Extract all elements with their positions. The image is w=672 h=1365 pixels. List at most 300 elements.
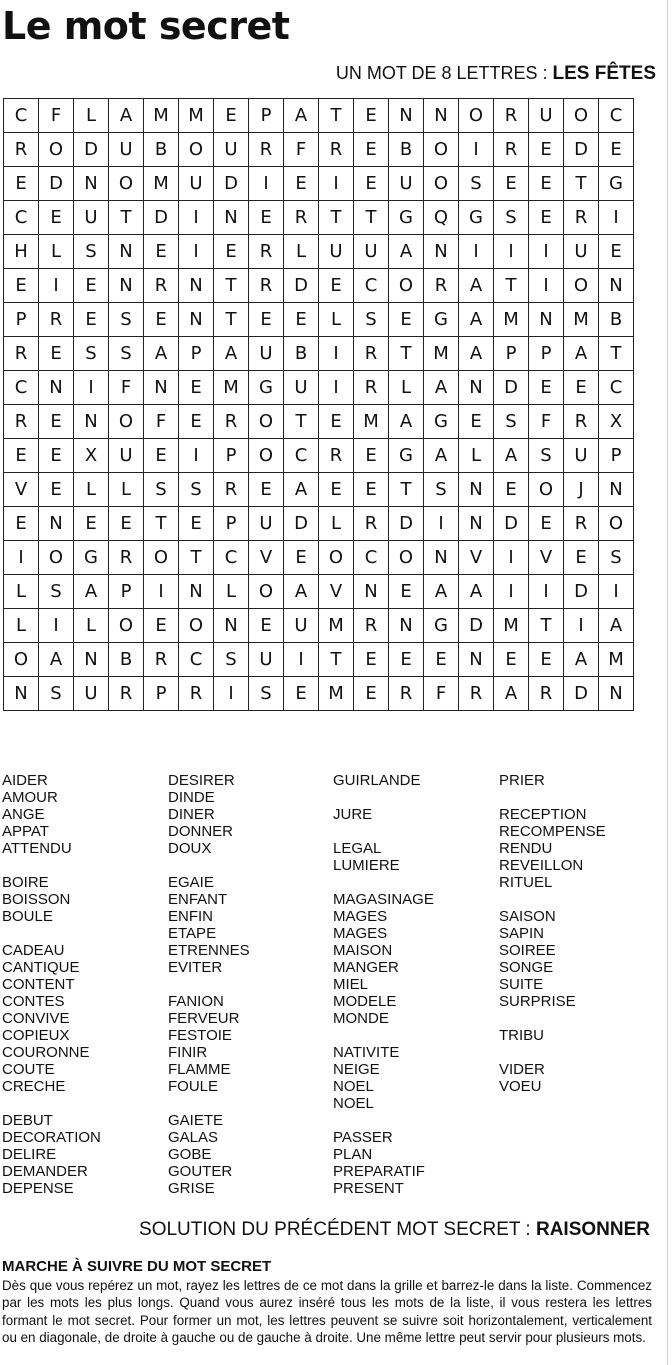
- grid-cell[interactable]: V: [529, 541, 564, 575]
- grid-cell[interactable]: O: [459, 99, 494, 133]
- grid-cell[interactable]: U: [284, 371, 319, 405]
- grid-cell[interactable]: I: [249, 167, 284, 201]
- grid-cell[interactable]: G: [424, 303, 459, 337]
- grid-cell[interactable]: L: [74, 609, 109, 643]
- grid-cell[interactable]: O: [564, 269, 599, 303]
- grid-cell[interactable]: G: [459, 201, 494, 235]
- grid-cell[interactable]: P: [214, 507, 249, 541]
- grid-cell[interactable]: F: [144, 405, 179, 439]
- grid-cell[interactable]: R: [459, 677, 494, 711]
- grid-cell[interactable]: S: [494, 405, 529, 439]
- grid-cell[interactable]: I: [459, 133, 494, 167]
- grid-cell[interactable]: A: [564, 643, 599, 677]
- grid-cell[interactable]: R: [179, 677, 214, 711]
- grid-cell[interactable]: E: [529, 371, 564, 405]
- grid-cell[interactable]: N: [424, 99, 459, 133]
- grid-cell[interactable]: I: [144, 575, 179, 609]
- grid-cell[interactable]: O: [389, 541, 424, 575]
- grid-cell[interactable]: T: [284, 405, 319, 439]
- grid-cell[interactable]: O: [39, 541, 74, 575]
- grid-cell[interactable]: U: [249, 337, 284, 371]
- grid-cell[interactable]: U: [249, 643, 284, 677]
- grid-cell[interactable]: E: [4, 439, 39, 473]
- grid-cell[interactable]: R: [109, 677, 144, 711]
- grid-cell[interactable]: V: [459, 541, 494, 575]
- grid-cell[interactable]: E: [74, 303, 109, 337]
- grid-cell[interactable]: M: [144, 99, 179, 133]
- grid-cell[interactable]: R: [284, 201, 319, 235]
- grid-cell[interactable]: C: [214, 541, 249, 575]
- grid-cell[interactable]: E: [459, 405, 494, 439]
- grid-cell[interactable]: V: [319, 575, 354, 609]
- grid-cell[interactable]: E: [39, 405, 74, 439]
- grid-cell[interactable]: E: [564, 541, 599, 575]
- grid-cell[interactable]: M: [494, 303, 529, 337]
- grid-cell[interactable]: E: [529, 133, 564, 167]
- grid-cell[interactable]: P: [494, 337, 529, 371]
- grid-cell[interactable]: N: [179, 575, 214, 609]
- grid-cell[interactable]: R: [249, 133, 284, 167]
- grid-cell[interactable]: P: [144, 677, 179, 711]
- grid-cell[interactable]: E: [354, 133, 389, 167]
- grid-cell[interactable]: E: [249, 609, 284, 643]
- grid-cell[interactable]: E: [4, 269, 39, 303]
- grid-cell[interactable]: M: [564, 303, 599, 337]
- grid-cell[interactable]: R: [564, 507, 599, 541]
- grid-cell[interactable]: N: [214, 609, 249, 643]
- grid-cell[interactable]: B: [389, 133, 424, 167]
- grid-cell[interactable]: I: [284, 643, 319, 677]
- grid-cell[interactable]: O: [4, 643, 39, 677]
- grid-cell[interactable]: O: [39, 133, 74, 167]
- grid-cell[interactable]: P: [214, 439, 249, 473]
- grid-cell[interactable]: D: [39, 167, 74, 201]
- grid-cell[interactable]: X: [74, 439, 109, 473]
- grid-cell[interactable]: T: [599, 337, 634, 371]
- grid-cell[interactable]: E: [144, 303, 179, 337]
- grid-cell[interactable]: E: [74, 269, 109, 303]
- grid-cell[interactable]: E: [284, 541, 319, 575]
- grid-cell[interactable]: F: [424, 677, 459, 711]
- grid-cell[interactable]: E: [39, 337, 74, 371]
- grid-cell[interactable]: E: [39, 473, 74, 507]
- grid-cell[interactable]: O: [249, 439, 284, 473]
- grid-cell[interactable]: R: [109, 541, 144, 575]
- grid-cell[interactable]: B: [284, 337, 319, 371]
- grid-cell[interactable]: A: [459, 269, 494, 303]
- grid-cell[interactable]: U: [179, 167, 214, 201]
- grid-cell[interactable]: R: [354, 507, 389, 541]
- grid-cell[interactable]: T: [214, 303, 249, 337]
- grid-cell[interactable]: R: [354, 609, 389, 643]
- grid-cell[interactable]: M: [424, 337, 459, 371]
- grid-cell[interactable]: C: [354, 269, 389, 303]
- grid-cell[interactable]: G: [389, 201, 424, 235]
- grid-cell[interactable]: R: [214, 405, 249, 439]
- grid-cell[interactable]: E: [599, 235, 634, 269]
- grid-cell[interactable]: E: [354, 439, 389, 473]
- grid-cell[interactable]: P: [109, 575, 144, 609]
- grid-cell[interactable]: A: [144, 337, 179, 371]
- grid-cell[interactable]: I: [599, 201, 634, 235]
- grid-cell[interactable]: B: [599, 303, 634, 337]
- grid-cell[interactable]: J: [564, 473, 599, 507]
- grid-cell[interactable]: E: [214, 235, 249, 269]
- grid-cell[interactable]: I: [459, 235, 494, 269]
- grid-cell[interactable]: U: [214, 133, 249, 167]
- grid-cell[interactable]: D: [284, 507, 319, 541]
- grid-cell[interactable]: I: [529, 235, 564, 269]
- grid-cell[interactable]: N: [424, 541, 459, 575]
- grid-cell[interactable]: M: [319, 609, 354, 643]
- grid-cell[interactable]: U: [564, 439, 599, 473]
- grid-cell[interactable]: E: [494, 167, 529, 201]
- grid-cell[interactable]: O: [424, 133, 459, 167]
- grid-cell[interactable]: E: [39, 201, 74, 235]
- grid-cell[interactable]: E: [214, 99, 249, 133]
- grid-cell[interactable]: E: [319, 473, 354, 507]
- grid-cell[interactable]: E: [144, 439, 179, 473]
- grid-cell[interactable]: A: [459, 303, 494, 337]
- grid-cell[interactable]: I: [4, 541, 39, 575]
- grid-cell[interactable]: O: [599, 507, 634, 541]
- grid-cell[interactable]: M: [179, 99, 214, 133]
- grid-cell[interactable]: F: [39, 99, 74, 133]
- grid-cell[interactable]: O: [109, 609, 144, 643]
- grid-cell[interactable]: A: [389, 235, 424, 269]
- grid-cell[interactable]: E: [319, 405, 354, 439]
- grid-cell[interactable]: I: [179, 439, 214, 473]
- grid-cell[interactable]: E: [494, 643, 529, 677]
- grid-cell[interactable]: E: [389, 643, 424, 677]
- grid-cell[interactable]: O: [424, 167, 459, 201]
- grid-cell[interactable]: R: [144, 269, 179, 303]
- grid-cell[interactable]: R: [319, 439, 354, 473]
- grid-cell[interactable]: U: [319, 235, 354, 269]
- grid-cell[interactable]: S: [144, 473, 179, 507]
- grid-cell[interactable]: L: [459, 439, 494, 473]
- grid-cell[interactable]: T: [109, 201, 144, 235]
- grid-cell[interactable]: B: [144, 133, 179, 167]
- grid-cell[interactable]: T: [354, 201, 389, 235]
- grid-cell[interactable]: O: [319, 541, 354, 575]
- grid-cell[interactable]: A: [459, 337, 494, 371]
- grid-cell[interactable]: T: [319, 201, 354, 235]
- grid-cell[interactable]: N: [109, 235, 144, 269]
- grid-cell[interactable]: E: [249, 473, 284, 507]
- grid-cell[interactable]: D: [494, 371, 529, 405]
- grid-cell[interactable]: T: [319, 643, 354, 677]
- grid-cell[interactable]: O: [249, 575, 284, 609]
- grid-cell[interactable]: G: [389, 439, 424, 473]
- grid-cell[interactable]: O: [249, 405, 284, 439]
- grid-cell[interactable]: L: [284, 235, 319, 269]
- grid-cell[interactable]: N: [529, 303, 564, 337]
- grid-cell[interactable]: S: [494, 201, 529, 235]
- grid-cell[interactable]: C: [179, 643, 214, 677]
- grid-cell[interactable]: E: [354, 167, 389, 201]
- grid-cell[interactable]: S: [39, 575, 74, 609]
- grid-cell[interactable]: I: [319, 167, 354, 201]
- grid-cell[interactable]: A: [284, 473, 319, 507]
- grid-cell[interactable]: P: [179, 337, 214, 371]
- grid-cell[interactable]: C: [354, 541, 389, 575]
- grid-cell[interactable]: I: [179, 201, 214, 235]
- grid-cell[interactable]: N: [599, 473, 634, 507]
- grid-cell[interactable]: R: [564, 405, 599, 439]
- grid-cell[interactable]: C: [4, 371, 39, 405]
- grid-cell[interactable]: T: [389, 473, 424, 507]
- grid-cell[interactable]: E: [4, 507, 39, 541]
- grid-cell[interactable]: U: [74, 677, 109, 711]
- grid-cell[interactable]: E: [354, 677, 389, 711]
- grid-cell[interactable]: N: [179, 269, 214, 303]
- grid-cell[interactable]: N: [214, 201, 249, 235]
- grid-cell[interactable]: G: [74, 541, 109, 575]
- grid-cell[interactable]: O: [179, 133, 214, 167]
- grid-cell[interactable]: U: [284, 609, 319, 643]
- grid-cell[interactable]: D: [564, 575, 599, 609]
- grid-cell[interactable]: U: [109, 133, 144, 167]
- grid-cell[interactable]: E: [284, 167, 319, 201]
- grid-cell[interactable]: L: [4, 609, 39, 643]
- grid-cell[interactable]: S: [109, 303, 144, 337]
- grid-cell[interactable]: E: [529, 167, 564, 201]
- grid-cell[interactable]: E: [249, 201, 284, 235]
- grid-cell[interactable]: C: [284, 439, 319, 473]
- grid-cell[interactable]: T: [389, 337, 424, 371]
- grid-cell[interactable]: R: [249, 269, 284, 303]
- grid-cell[interactable]: T: [494, 269, 529, 303]
- grid-cell[interactable]: D: [284, 269, 319, 303]
- grid-cell[interactable]: I: [39, 269, 74, 303]
- grid-cell[interactable]: T: [319, 99, 354, 133]
- grid-cell[interactable]: E: [424, 643, 459, 677]
- grid-cell[interactable]: D: [144, 201, 179, 235]
- grid-cell[interactable]: O: [109, 405, 144, 439]
- grid-cell[interactable]: I: [179, 235, 214, 269]
- grid-cell[interactable]: R: [389, 677, 424, 711]
- grid-cell[interactable]: N: [39, 507, 74, 541]
- grid-cell[interactable]: E: [284, 303, 319, 337]
- grid-cell[interactable]: R: [249, 235, 284, 269]
- grid-cell[interactable]: S: [459, 167, 494, 201]
- grid-cell[interactable]: A: [424, 439, 459, 473]
- grid-cell[interactable]: C: [4, 99, 39, 133]
- grid-cell[interactable]: F: [284, 133, 319, 167]
- grid-cell[interactable]: E: [109, 507, 144, 541]
- grid-cell[interactable]: L: [74, 99, 109, 133]
- grid-cell[interactable]: D: [214, 167, 249, 201]
- grid-cell[interactable]: I: [494, 541, 529, 575]
- grid-cell[interactable]: I: [529, 269, 564, 303]
- grid-cell[interactable]: B: [109, 643, 144, 677]
- grid-cell[interactable]: D: [494, 507, 529, 541]
- grid-cell[interactable]: A: [599, 609, 634, 643]
- grid-cell[interactable]: R: [354, 371, 389, 405]
- grid-cell[interactable]: O: [529, 473, 564, 507]
- grid-cell[interactable]: E: [494, 473, 529, 507]
- grid-cell[interactable]: I: [424, 507, 459, 541]
- grid-cell[interactable]: L: [319, 507, 354, 541]
- grid-cell[interactable]: I: [599, 575, 634, 609]
- grid-cell[interactable]: F: [109, 371, 144, 405]
- grid-cell[interactable]: M: [144, 167, 179, 201]
- grid-cell[interactable]: U: [354, 235, 389, 269]
- grid-cell[interactable]: A: [39, 643, 74, 677]
- grid-cell[interactable]: R: [4, 337, 39, 371]
- grid-cell[interactable]: L: [214, 575, 249, 609]
- grid-cell[interactable]: L: [74, 473, 109, 507]
- grid-cell[interactable]: D: [389, 507, 424, 541]
- grid-cell[interactable]: I: [564, 609, 599, 643]
- grid-cell[interactable]: N: [424, 235, 459, 269]
- grid-cell[interactable]: V: [4, 473, 39, 507]
- grid-cell[interactable]: D: [74, 133, 109, 167]
- grid-cell[interactable]: A: [459, 575, 494, 609]
- grid-cell[interactable]: C: [599, 371, 634, 405]
- grid-cell[interactable]: I: [529, 575, 564, 609]
- grid-cell[interactable]: C: [599, 99, 634, 133]
- grid-cell[interactable]: R: [4, 133, 39, 167]
- grid-cell[interactable]: U: [74, 201, 109, 235]
- grid-cell[interactable]: M: [214, 371, 249, 405]
- grid-cell[interactable]: S: [354, 303, 389, 337]
- grid-cell[interactable]: A: [494, 439, 529, 473]
- grid-cell[interactable]: N: [74, 167, 109, 201]
- grid-cell[interactable]: E: [319, 269, 354, 303]
- grid-cell[interactable]: E: [529, 201, 564, 235]
- grid-cell[interactable]: O: [144, 541, 179, 575]
- grid-cell[interactable]: T: [214, 269, 249, 303]
- grid-cell[interactable]: O: [564, 99, 599, 133]
- grid-cell[interactable]: R: [354, 337, 389, 371]
- grid-cell[interactable]: E: [284, 677, 319, 711]
- grid-cell[interactable]: L: [319, 303, 354, 337]
- grid-cell[interactable]: E: [179, 507, 214, 541]
- grid-cell[interactable]: R: [4, 405, 39, 439]
- grid-cell[interactable]: R: [144, 643, 179, 677]
- grid-cell[interactable]: A: [284, 99, 319, 133]
- grid-cell[interactable]: V: [249, 541, 284, 575]
- grid-cell[interactable]: A: [284, 575, 319, 609]
- grid-cell[interactable]: E: [529, 643, 564, 677]
- grid-cell[interactable]: U: [389, 167, 424, 201]
- grid-cell[interactable]: U: [564, 235, 599, 269]
- grid-cell[interactable]: F: [529, 405, 564, 439]
- grid-cell[interactable]: R: [494, 133, 529, 167]
- grid-cell[interactable]: H: [4, 235, 39, 269]
- grid-cell[interactable]: E: [354, 99, 389, 133]
- grid-cell[interactable]: U: [249, 507, 284, 541]
- grid-cell[interactable]: R: [319, 133, 354, 167]
- grid-cell[interactable]: L: [4, 575, 39, 609]
- grid-cell[interactable]: R: [39, 303, 74, 337]
- grid-cell[interactable]: X: [599, 405, 634, 439]
- grid-cell[interactable]: M: [599, 643, 634, 677]
- grid-cell[interactable]: S: [74, 235, 109, 269]
- grid-cell[interactable]: O: [389, 269, 424, 303]
- grid-cell[interactable]: A: [109, 99, 144, 133]
- grid-cell[interactable]: I: [39, 609, 74, 643]
- grid-cell[interactable]: A: [74, 575, 109, 609]
- grid-cell[interactable]: P: [249, 99, 284, 133]
- grid-cell[interactable]: E: [144, 235, 179, 269]
- grid-cell[interactable]: N: [459, 643, 494, 677]
- grid-cell[interactable]: N: [109, 269, 144, 303]
- grid-cell[interactable]: I: [74, 371, 109, 405]
- grid-cell[interactable]: N: [144, 371, 179, 405]
- grid-cell[interactable]: R: [424, 269, 459, 303]
- grid-cell[interactable]: U: [109, 439, 144, 473]
- grid-cell[interactable]: A: [564, 337, 599, 371]
- grid-cell[interactable]: R: [214, 473, 249, 507]
- grid-cell[interactable]: S: [39, 677, 74, 711]
- grid-cell[interactable]: N: [179, 303, 214, 337]
- grid-cell[interactable]: D: [564, 677, 599, 711]
- grid-cell[interactable]: N: [459, 371, 494, 405]
- grid-cell[interactable]: C: [4, 201, 39, 235]
- grid-cell[interactable]: O: [179, 609, 214, 643]
- grid-cell[interactable]: A: [424, 371, 459, 405]
- grid-cell[interactable]: A: [424, 575, 459, 609]
- grid-cell[interactable]: L: [109, 473, 144, 507]
- grid-cell[interactable]: E: [179, 405, 214, 439]
- grid-cell[interactable]: E: [389, 303, 424, 337]
- grid-cell[interactable]: G: [424, 609, 459, 643]
- grid-cell[interactable]: S: [424, 473, 459, 507]
- grid-cell[interactable]: N: [74, 405, 109, 439]
- grid-cell[interactable]: I: [494, 235, 529, 269]
- grid-cell[interactable]: N: [599, 677, 634, 711]
- grid-cell[interactable]: E: [389, 575, 424, 609]
- grid-cell[interactable]: R: [494, 99, 529, 133]
- grid-cell[interactable]: T: [529, 609, 564, 643]
- grid-cell[interactable]: G: [424, 405, 459, 439]
- grid-cell[interactable]: T: [564, 167, 599, 201]
- grid-cell[interactable]: G: [599, 167, 634, 201]
- grid-cell[interactable]: S: [179, 473, 214, 507]
- grid-cell[interactable]: I: [319, 371, 354, 405]
- grid-cell[interactable]: E: [144, 609, 179, 643]
- grid-cell[interactable]: N: [459, 473, 494, 507]
- grid-cell[interactable]: I: [494, 575, 529, 609]
- grid-cell[interactable]: G: [249, 371, 284, 405]
- grid-cell[interactable]: I: [214, 677, 249, 711]
- grid-cell[interactable]: E: [74, 507, 109, 541]
- grid-cell[interactable]: E: [4, 167, 39, 201]
- grid-cell[interactable]: E: [564, 371, 599, 405]
- grid-cell[interactable]: S: [109, 337, 144, 371]
- grid-cell[interactable]: S: [249, 677, 284, 711]
- grid-cell[interactable]: I: [319, 337, 354, 371]
- grid-cell[interactable]: A: [494, 677, 529, 711]
- grid-cell[interactable]: E: [179, 371, 214, 405]
- grid-cell[interactable]: M: [494, 609, 529, 643]
- grid-cell[interactable]: T: [179, 541, 214, 575]
- grid-cell[interactable]: Q: [424, 201, 459, 235]
- grid-cell[interactable]: N: [599, 269, 634, 303]
- grid-cell[interactable]: M: [354, 405, 389, 439]
- grid-cell[interactable]: M: [319, 677, 354, 711]
- grid-cell[interactable]: S: [74, 337, 109, 371]
- grid-cell[interactable]: E: [529, 507, 564, 541]
- grid-cell[interactable]: R: [564, 201, 599, 235]
- grid-cell[interactable]: E: [354, 473, 389, 507]
- grid-cell[interactable]: A: [389, 405, 424, 439]
- grid-cell[interactable]: N: [39, 371, 74, 405]
- grid-cell[interactable]: L: [39, 235, 74, 269]
